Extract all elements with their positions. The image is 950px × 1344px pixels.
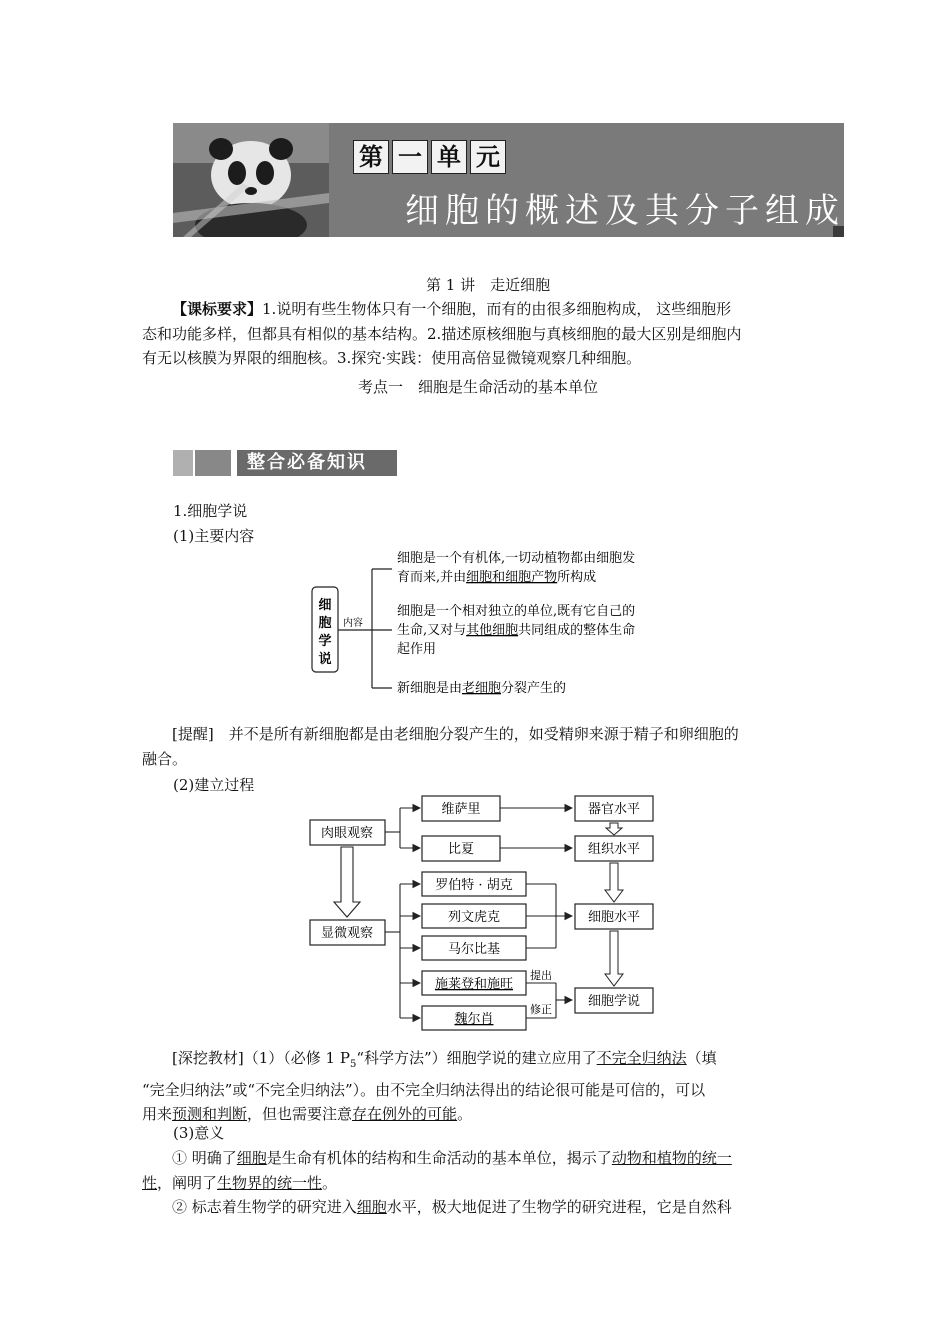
curriculum-requirements: [142, 297, 808, 371]
exam-point-title: 考点一 细胞是生命活动的基本单位: [358, 378, 599, 396]
content-item-2-line2: 生命,又对与其他细胞共同组成的整体生命: [397, 623, 636, 638]
unit-char: 单: [431, 140, 467, 174]
content-item-3: 新细胞是由老细胞分裂产生的: [397, 681, 567, 696]
virchow-box: 魏尔肖: [454, 1012, 494, 1027]
content-item-1-line2: 育而来,并由细胞和细胞产物所构成: [397, 570, 597, 585]
content-item-2-line3: 起作用: [397, 642, 437, 657]
root-char: 学: [318, 634, 332, 649]
textbook-text: “科学方法”）细胞学说的建立应用了: [356, 1049, 597, 1067]
root-char: 说: [318, 652, 332, 667]
cell-theory-heading: 1.细胞学说: [173, 502, 248, 520]
section-title: 整合必备知识: [237, 450, 397, 476]
process-heading: (2)建立过程: [173, 776, 255, 794]
microscope-box: 显微观察: [320, 926, 374, 941]
unit-char: 第: [353, 140, 389, 174]
significance-answer: 细胞: [356, 1198, 387, 1216]
textbook-text: ，但也需要注意: [247, 1105, 353, 1123]
significance-answer: 动物和植物的统一: [611, 1149, 732, 1167]
organ-level-box: 器官水平: [587, 802, 641, 817]
textbook-answer: 预测和判断: [172, 1105, 248, 1123]
leeuwenhoek-box: 列文虎克: [447, 910, 501, 925]
textbook-label: [深挖教材]: [172, 1049, 244, 1067]
significance-answer: 生物界的统一性: [217, 1173, 323, 1192]
main-content-heading: (1)主要内容: [173, 527, 255, 545]
propose-label: 提出: [530, 969, 552, 982]
section-bar-block: [195, 450, 231, 476]
significance-text: 是生命有机体的结构和生命活动的基本单位，揭示了: [266, 1149, 612, 1167]
reminder: [142, 722, 808, 771]
bichat-box: 比夏: [447, 842, 475, 857]
vesalius-box: 维萨里: [441, 802, 481, 817]
cell-theory-content-diagram: [300, 545, 680, 705]
cell-theory-history-diagram: [300, 790, 670, 1035]
unit-char: 元: [470, 140, 506, 174]
significance-text: ② 标志着生物学的研究进入: [172, 1198, 357, 1216]
reminder-text: 并不是所有新细胞都是由老细胞分裂产生的，如受精卵来源于精子和卵细胞的: [213, 725, 739, 743]
root-char: 细: [318, 598, 332, 613]
cell-level-box: 细胞水平: [587, 910, 641, 925]
schleiden-schwann-box: 施莱登和施旺: [434, 977, 514, 992]
textbook-text: 用来: [142, 1105, 173, 1123]
curriculum-line: 有无以核膜为界限的细胞核。3.探究·实践：使用高倍显微镜观察几种细胞。: [142, 349, 642, 367]
naked-eye-box: 肉眼观察: [320, 826, 374, 841]
curriculum-line: 态和功能多样，但都具有相似的基本结构。2.描述原核细胞与真核细胞的最大区别是细胞内: [142, 324, 742, 343]
lecture-title: 第 1 讲 走近细胞: [426, 276, 551, 294]
content-item-1: 细胞是一个有机体,一切动植物都由细胞发: [397, 551, 636, 566]
revise-label: 修正: [530, 1003, 552, 1016]
textbook-text: 。: [457, 1105, 473, 1123]
cell-theory-box: 细胞学说: [587, 994, 641, 1009]
unit-title: 细胞的概述及其分子组成: [405, 191, 845, 231]
curriculum-line: 1.说明有些生物体只有一个细胞，而有的由很多细胞构成， 这些细胞形: [262, 300, 732, 318]
textbook-text: （1）（必修 1 P: [243, 1049, 350, 1067]
reminder-label: [提醒]: [172, 725, 214, 743]
malpighi-box: 马尔比基: [447, 942, 501, 957]
section-bar-block: [173, 450, 193, 476]
significance: [142, 1146, 808, 1220]
significance-text: 水平，极大地促进了生物学的研究进程，它是自然科: [386, 1198, 732, 1216]
root-char: 胞: [318, 616, 332, 631]
significance-text: ① 明确了: [172, 1149, 237, 1167]
significance-text: ，阐明了: [157, 1173, 218, 1192]
significance-text: 。: [322, 1173, 338, 1192]
textbook-text: （填: [686, 1049, 717, 1067]
branch-label: 内容: [343, 618, 363, 629]
textbook-text: “完全归纳法”或“不完全归纳法”）。由不完全归纳法得出的结论很可能是可信的，可以: [142, 1080, 706, 1099]
content-item-2: 细胞是一个相对独立的单位,既有它自己的: [397, 604, 636, 619]
section-header: [173, 450, 397, 476]
significance-answer: 细胞: [236, 1149, 267, 1167]
textbook-note: [142, 1046, 808, 1127]
hooke-box: 罗伯特 · 胡克: [435, 878, 513, 893]
textbook-subscript: 5: [349, 1059, 357, 1070]
significance-heading: (3)意义: [173, 1124, 225, 1142]
curriculum-label: 【课标要求】: [172, 300, 263, 318]
reminder-text: 融合。: [142, 749, 188, 768]
unit-char: 一: [392, 140, 428, 174]
panda-photo: [173, 123, 329, 237]
textbook-answer: 不完全归纳法: [596, 1049, 687, 1067]
significance-answer: 性: [142, 1173, 158, 1192]
textbook-answer: 存在例外的可能: [352, 1105, 458, 1123]
unit-label: [353, 140, 509, 174]
tissue-level-box: 组织水平: [587, 842, 641, 857]
